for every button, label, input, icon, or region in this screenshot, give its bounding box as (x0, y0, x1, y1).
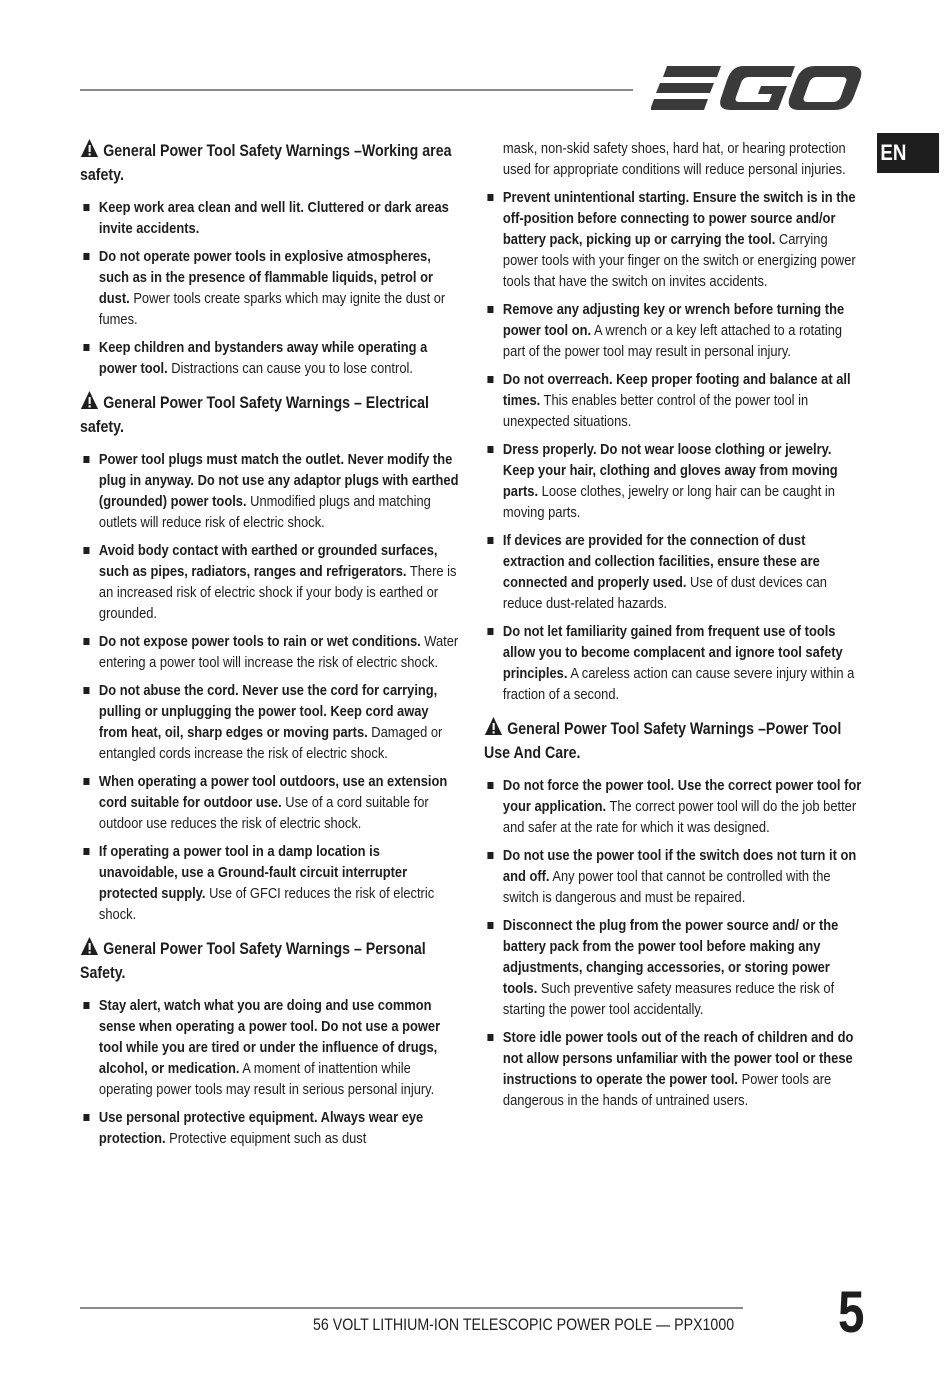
item-text: The correct power tool will do the job better and safer at the rate for which it was designed. (502, 798, 857, 836)
bullet-icon (83, 1114, 89, 1121)
ego-logo (651, 64, 863, 112)
bullet-icon (83, 456, 89, 463)
warning-icon (484, 716, 503, 736)
section-heading-text: General Power Tool Safety Warnings –Power Tool Use And Care. (484, 720, 842, 762)
list-item (484, 621, 864, 705)
item-text: Use of GFCI reduces the risk of electric shock. (98, 885, 435, 923)
bullet-icon (487, 376, 493, 383)
bullet-icon (487, 1034, 493, 1041)
item-text: Carrying power tools with your finger on the switch or energizing power tools that have the switch on invites accidents. (502, 231, 856, 290)
list-item (80, 841, 460, 925)
bullet-icon (83, 344, 89, 351)
item-text: Power tools create sparks which may ignite the dust or fumes. (98, 290, 446, 328)
list-item (484, 530, 864, 614)
item-text: There is an increased risk of electric shock if your body is earthed or grounded. (98, 563, 457, 622)
list-item (484, 845, 864, 908)
item-bold-text: Remove any adjusting key or wrench before turning the power tool on. (502, 301, 845, 339)
item-text: A moment of inattention while operating power tools may result in serious personal injury. (98, 1060, 435, 1098)
item-text: Damaged or entangled cords increase the risk of electric shock. (98, 724, 443, 762)
item-bold-text: Keep work area clean and well lit. Cluttered or dark areas invite accidents. (98, 199, 449, 237)
item-text: Use of dust devices can reduce dust-related hazards. (502, 574, 827, 612)
warning-icon (80, 390, 99, 410)
item-text: Such preventive safety measures reduce the risk of starting the power tool accidentally. (502, 980, 835, 1018)
bullet-icon (83, 204, 89, 211)
item-text: Loose clothes, jewelry or long hair can be caught in moving parts. (502, 483, 835, 521)
header-rule (80, 89, 633, 91)
item-bold-text: If operating a power tool in a damp location is unavoidable, use a Ground-fault circuit interrupter protected supply. (98, 843, 408, 902)
bullet-icon (487, 194, 493, 201)
item-bold-text: Store idle power tools out of the reach of children and do not allow persons unfamiliar with the power tool or these instructions to operate the power tool. (502, 1029, 854, 1088)
item-text: Any power tool that cannot be controlled with the switch is dangerous and must be repaired. (502, 868, 831, 906)
footer-rule (80, 1307, 743, 1309)
footer-title: 56 VOLT LITHIUM-ION TELESCOPIC POWER POLE — PPX1000 (313, 1316, 735, 1334)
item-bold-text: If devices are provided for the connection of dust extraction and collection facilities, ensure these are connected and properly used. (502, 532, 820, 591)
list-item (80, 771, 460, 834)
item-bold-text: Disconnect the plug from the power source and/ or the battery pack from the power tool before making any adjustments, changing accessories, or storing power tools. (502, 917, 839, 997)
list-item (80, 197, 460, 239)
list-item (80, 680, 460, 764)
list-item (484, 439, 864, 523)
item-bold-text: Do not expose power tools to rain or wet conditions. (98, 633, 421, 650)
section-heading (80, 936, 460, 985)
warning-icon (80, 138, 99, 158)
item-bold-text: Do not operate power tools in explosive atmospheres, such as in the presence of flammable liquids, petrol or dust. (98, 248, 433, 307)
list-item (80, 1107, 460, 1149)
section-heading-text: General Power Tool Safety Warnings – Electrical safety. (80, 394, 429, 436)
section-heading-text: General Power Tool Safety Warnings –Working area safety. (80, 142, 452, 184)
item-text: Protective equipment such as dust (165, 1130, 367, 1147)
item-bold-text: Stay alert, watch what you are doing and use common sense when operating a power tool. Do not use a power tool while you are tired or under the influence of drugs, alcohol, or medication. (98, 997, 441, 1077)
item-text: A careless action can cause severe injury within a fraction of a second. (502, 665, 855, 703)
list-item (484, 299, 864, 362)
item-bold-text: Use personal protective equipment. Always wear eye protection. (98, 1109, 424, 1147)
item-bold-text: Avoid body contact with earthed or grounded surfaces, such as pipes, radiators, ranges and refrigerators. (98, 542, 438, 580)
bullet-icon (83, 547, 89, 554)
bullet-icon (83, 638, 89, 645)
item-bold-text: When operating a power tool outdoors, use an extension cord suitable for outdoor use. (98, 773, 448, 811)
section-heading-text: General Power Tool Safety Warnings – Personal Safety. (80, 940, 426, 982)
item-bold-text: Dress properly. Do not wear loose clothing or jewelry. Keep your hair, clothing and gloves away from moving parts. (502, 441, 838, 500)
item-bold-text: Do not overreach. Keep proper footing and balance at all times. (502, 371, 851, 409)
bullet-icon (487, 628, 493, 635)
item-text: A wrench or a key left attached to a rotating part of the power tool may result in personal injury. (502, 322, 843, 360)
list-item (80, 337, 460, 379)
bullet-icon (487, 446, 493, 453)
item-text: Unmodified plugs and matching outlets will reduce risk of electric shock. (98, 493, 431, 531)
right-column (484, 138, 864, 1118)
item-bold-text: Do not force the power tool. Use the correct power tool for your application. (502, 777, 862, 815)
bullet-icon (83, 1002, 89, 1009)
bullet-icon (83, 778, 89, 785)
page-number: 5 (838, 1280, 865, 1345)
item-bold-text: Prevent unintentional starting. Ensure the switch is in the off-position before connecting to power source and/or battery pack, picking up or carrying the tool. (502, 189, 856, 248)
list-item (484, 1027, 864, 1111)
item-text: Power tools are dangerous in the hands of untrained users. (502, 1071, 832, 1109)
language-tab: EN (877, 133, 939, 173)
bullet-icon (83, 687, 89, 694)
list-item (80, 995, 460, 1100)
item-bold-text: Power tool plugs must match the outlet. Never modify the plug in anyway. Do not use any adaptor plugs with earthed (grounded) power tools. (98, 451, 459, 510)
bullet-icon (487, 537, 493, 544)
bullet-icon (83, 848, 89, 855)
item-bold-text: Do not let familiarity gained from frequent use of tools allow you to become complacent and ignore tool safety principles. (502, 623, 843, 682)
list-item (80, 449, 460, 533)
bullet-icon (487, 852, 493, 859)
section-heading (80, 138, 460, 187)
bullet-icon (487, 782, 493, 789)
section-heading (80, 390, 460, 439)
list-item (80, 631, 460, 673)
bullet-icon (487, 306, 493, 313)
list-item (484, 369, 864, 432)
item-text: Use of a cord suitable for outdoor use reduces the risk of electric shock. (98, 794, 429, 832)
section-heading (484, 716, 864, 765)
item-bold-text: Do not abuse the cord. Never use the cord for carrying, pulling or unplugging the power tool. Keep cord away from heat, oil, sharp edges or moving parts. (98, 682, 438, 741)
list-item (484, 915, 864, 1020)
list-item (484, 187, 864, 292)
item-text: Water entering a power tool will increase the risk of electric shock. (98, 633, 459, 671)
item-text: This enables better control of the power tool in unexpected situations. (502, 392, 809, 430)
continued-text: mask, non-skid safety shoes, hard hat, or hearing protection used for appropriate conditions will reduce personal injuries. (502, 140, 846, 178)
bullet-icon (487, 922, 493, 929)
list-item (80, 246, 460, 330)
left-column (80, 138, 460, 1156)
list-item (484, 775, 864, 838)
list-item (80, 540, 460, 624)
warning-icon (80, 936, 99, 956)
bullet-icon (83, 253, 89, 260)
item-bold-text: Keep children and bystanders away while operating a power tool. (98, 339, 428, 377)
item-bold-text: Do not use the power tool if the switch does not turn it on and off. (502, 847, 857, 885)
item-text: Distractions can cause you to lose control. (167, 360, 413, 377)
